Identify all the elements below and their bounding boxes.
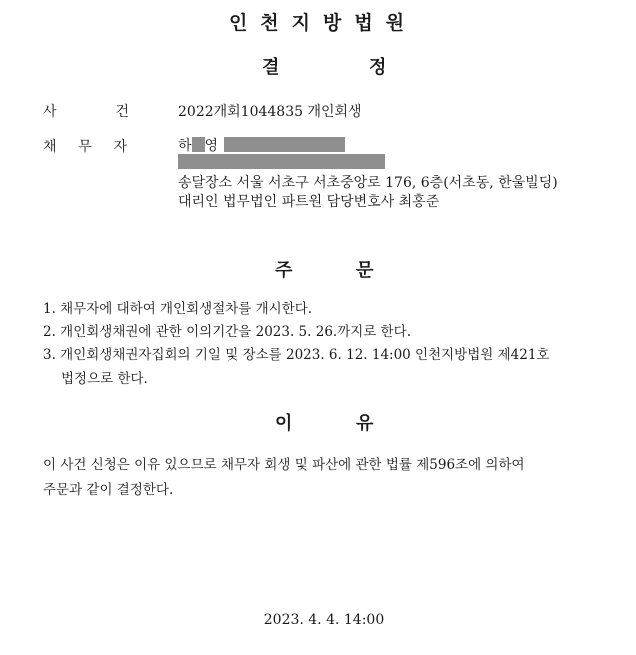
redaction-block [178, 154, 385, 169]
service-address: 송달장소 서울 서초구 서초중앙로 176, 6층(서초동, 한울빌딩) [178, 175, 558, 191]
reason-heading-char: 유 [356, 413, 374, 434]
order-item: 2. 개인회생채권에 관한 이의기간을 2023. 5. 26.까지로 한다. [43, 324, 411, 340]
debtor-label-char: 자 [113, 139, 127, 155]
debtor-address-redacted [178, 154, 385, 171]
case-label-char: 사 [43, 104, 57, 120]
debtor-label-char: 무 [78, 139, 92, 155]
case-label [43, 101, 129, 121]
case-number: 2022개회1044835 개인회생 [178, 104, 362, 120]
court-title: 인천지방법원 [228, 12, 418, 34]
order-heading-char: 문 [356, 260, 374, 281]
debtor-name-first: 하 [178, 138, 192, 154]
decision-date: 2023. 4. 4. 14:00 [263, 612, 385, 628]
debtor-name-last: 영 [204, 138, 219, 154]
reason-heading-char: 이 [275, 413, 293, 434]
order-item-continuation: 법정으로 한다. [61, 371, 148, 387]
debtor-label-char: 채 [43, 139, 57, 155]
order-item: 3. 개인회생채권자집회의 기일 및 장소를 2023. 6. 12. 14:00 인천지방법원 제421호 [43, 347, 550, 363]
reason-text-line: 주문과 같이 결정한다. [43, 482, 174, 498]
redaction-block [224, 137, 345, 152]
reason-text-line: 이 사건 신청은 이유 있으므로 채무자 회생 및 파산에 관한 법률 제596조에 의하여 [43, 457, 525, 473]
order-item: 1. 채무자에 대하여 개인회생절차를 개시한다. [43, 301, 313, 317]
order-heading-char: 주 [275, 260, 293, 281]
debtor-name-line [178, 135, 345, 155]
case-label-char: 건 [115, 104, 129, 120]
representative: 대리인 법무법인 파트원 담당변호사 최홍준 [178, 194, 440, 210]
document-type-char: 정 [369, 57, 387, 78]
document-type-char: 결 [262, 57, 280, 78]
redaction-block [192, 137, 205, 152]
debtor-label [43, 136, 127, 156]
